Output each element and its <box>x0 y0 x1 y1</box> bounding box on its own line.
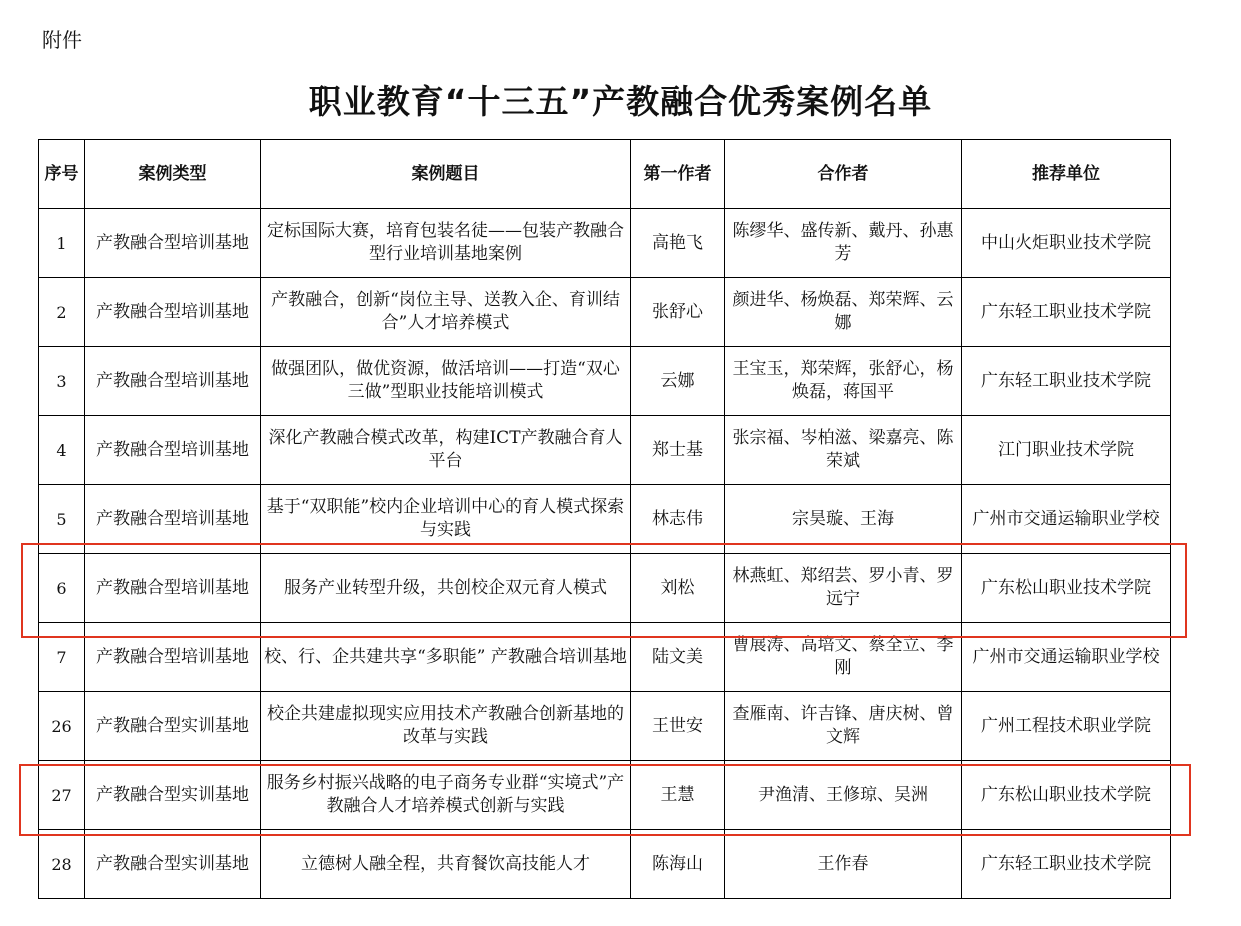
cell-first-author: 刘松 <box>631 554 725 623</box>
cell-case-type: 产教融合型培训基地 <box>85 278 261 347</box>
cell-case-type: 产教融合型培训基地 <box>85 416 261 485</box>
cell-first-author: 陆文美 <box>631 623 725 692</box>
header-recommending-unit: 推荐单位 <box>962 140 1171 209</box>
cell-collaborators: 查雁南、许吉锋、唐庆树、曾文辉 <box>725 692 962 761</box>
cell-recommending-unit: 江门职业技术学院 <box>962 416 1171 485</box>
cell-case-type: 产教融合型实训基地 <box>85 830 261 899</box>
cell-recommending-unit: 广州工程技术职业学院 <box>962 692 1171 761</box>
table-row <box>39 485 1171 554</box>
table-row <box>39 347 1171 416</box>
cell-case-title: 深化产教融合模式改革，构建ICT产教融合育人平台 <box>261 416 631 485</box>
cell-case-type: 产教融合型培训基地 <box>85 485 261 554</box>
cell-collaborators: 宗昊璇、王海 <box>725 485 962 554</box>
cell-collaborators: 林燕虹、郑绍芸、罗小青、罗远宁 <box>725 554 962 623</box>
cell-case-title: 校、行、企共建共享“多职能” 产教融合培训基地 <box>261 623 631 692</box>
cell-first-author: 王世安 <box>631 692 725 761</box>
cell-case-title: 做强团队，做优资源，做活培训——打造“双心三做”型职业技能培训模式 <box>261 347 631 416</box>
case-list-table <box>38 139 1171 899</box>
table-row <box>39 761 1171 830</box>
cell-case-type: 产教融合型实训基地 <box>85 692 261 761</box>
cell-recommending-unit: 中山火炬职业技术学院 <box>962 209 1171 278</box>
cell-index: 3 <box>39 347 85 416</box>
document-title: 职业教育“十三五”产教融合优秀案例名单 <box>308 82 933 121</box>
cell-index: 7 <box>39 623 85 692</box>
cell-index: 6 <box>39 554 85 623</box>
attachment-label: 附件 <box>42 28 82 52</box>
cell-first-author: 林志伟 <box>631 485 725 554</box>
table-row <box>39 623 1171 692</box>
cell-collaborators: 颜进华、杨焕磊、郑荣辉、云娜 <box>725 278 962 347</box>
cell-collaborators: 曹展涛、高培文、蔡全立、李刚 <box>725 623 962 692</box>
cell-case-type: 产教融合型培训基地 <box>85 554 261 623</box>
cell-collaborators: 王宝玉，郑荣辉，张舒心，杨焕磊，蒋国平 <box>725 347 962 416</box>
table-row <box>39 416 1171 485</box>
cell-index: 26 <box>39 692 85 761</box>
cell-case-title: 产教融合，创新“岗位主导、送教入企、育训结合”人才培养模式 <box>261 278 631 347</box>
cell-index: 5 <box>39 485 85 554</box>
cell-index: 1 <box>39 209 85 278</box>
cell-first-author: 王慧 <box>631 761 725 830</box>
cell-recommending-unit: 广东轻工职业技术学院 <box>962 278 1171 347</box>
cell-recommending-unit: 广东轻工职业技术学院 <box>962 347 1171 416</box>
cell-case-type: 产教融合型实训基地 <box>85 761 261 830</box>
cell-index: 4 <box>39 416 85 485</box>
table-row <box>39 692 1171 761</box>
cell-case-type: 产教融合型培训基地 <box>85 347 261 416</box>
cell-collaborators: 尹渔清、王修琼、吴洲 <box>725 761 962 830</box>
header-case-type: 案例类型 <box>85 140 261 209</box>
table-row <box>39 554 1171 623</box>
cell-first-author: 云娜 <box>631 347 725 416</box>
header-first-author: 第一作者 <box>631 140 725 209</box>
cell-recommending-unit: 广东轻工职业技术学院 <box>962 830 1171 899</box>
cell-case-title: 校企共建虚拟现实应用技术产教融合创新基地的改革与实践 <box>261 692 631 761</box>
cell-index: 28 <box>39 830 85 899</box>
table-header-row <box>39 140 1171 209</box>
cell-recommending-unit: 广州市交通运输职业学校 <box>962 485 1171 554</box>
cell-index: 27 <box>39 761 85 830</box>
cell-collaborators: 陈缪华、盛传新、戴丹、孙惠芳 <box>725 209 962 278</box>
cell-first-author: 陈海山 <box>631 830 725 899</box>
cell-index: 2 <box>39 278 85 347</box>
cell-case-title: 立德树人融全程，共育餐饮高技能人才 <box>261 830 631 899</box>
cell-recommending-unit: 广东松山职业技术学院 <box>962 554 1171 623</box>
cell-case-title: 定标国际大赛，培育包装名徒——包装产教融合型行业培训基地案例 <box>261 209 631 278</box>
header-index: 序号 <box>39 140 85 209</box>
cell-collaborators: 王作春 <box>725 830 962 899</box>
cell-case-title: 基于“双职能”校内企业培训中心的育人模式探索与实践 <box>261 485 631 554</box>
cell-case-type: 产教融合型培训基地 <box>85 209 261 278</box>
cell-case-title: 服务乡村振兴战略的电子商务专业群“实境式”产教融合人才培养模式创新与实践 <box>261 761 631 830</box>
cell-first-author: 高艳飞 <box>631 209 725 278</box>
cell-first-author: 郑士基 <box>631 416 725 485</box>
cell-recommending-unit: 广东松山职业技术学院 <box>962 761 1171 830</box>
table-row <box>39 278 1171 347</box>
table-row <box>39 830 1171 899</box>
cell-case-type: 产教融合型培训基地 <box>85 623 261 692</box>
header-collaborators: 合作者 <box>725 140 962 209</box>
cell-first-author: 张舒心 <box>631 278 725 347</box>
cell-collaborators: 张宗福、岑柏滋、梁嘉亮、陈荣斌 <box>725 416 962 485</box>
cell-recommending-unit: 广州市交通运输职业学校 <box>962 623 1171 692</box>
header-case-title: 案例题目 <box>261 140 631 209</box>
table-row <box>39 209 1171 278</box>
cell-case-title: 服务产业转型升级，共创校企双元育人模式 <box>261 554 631 623</box>
